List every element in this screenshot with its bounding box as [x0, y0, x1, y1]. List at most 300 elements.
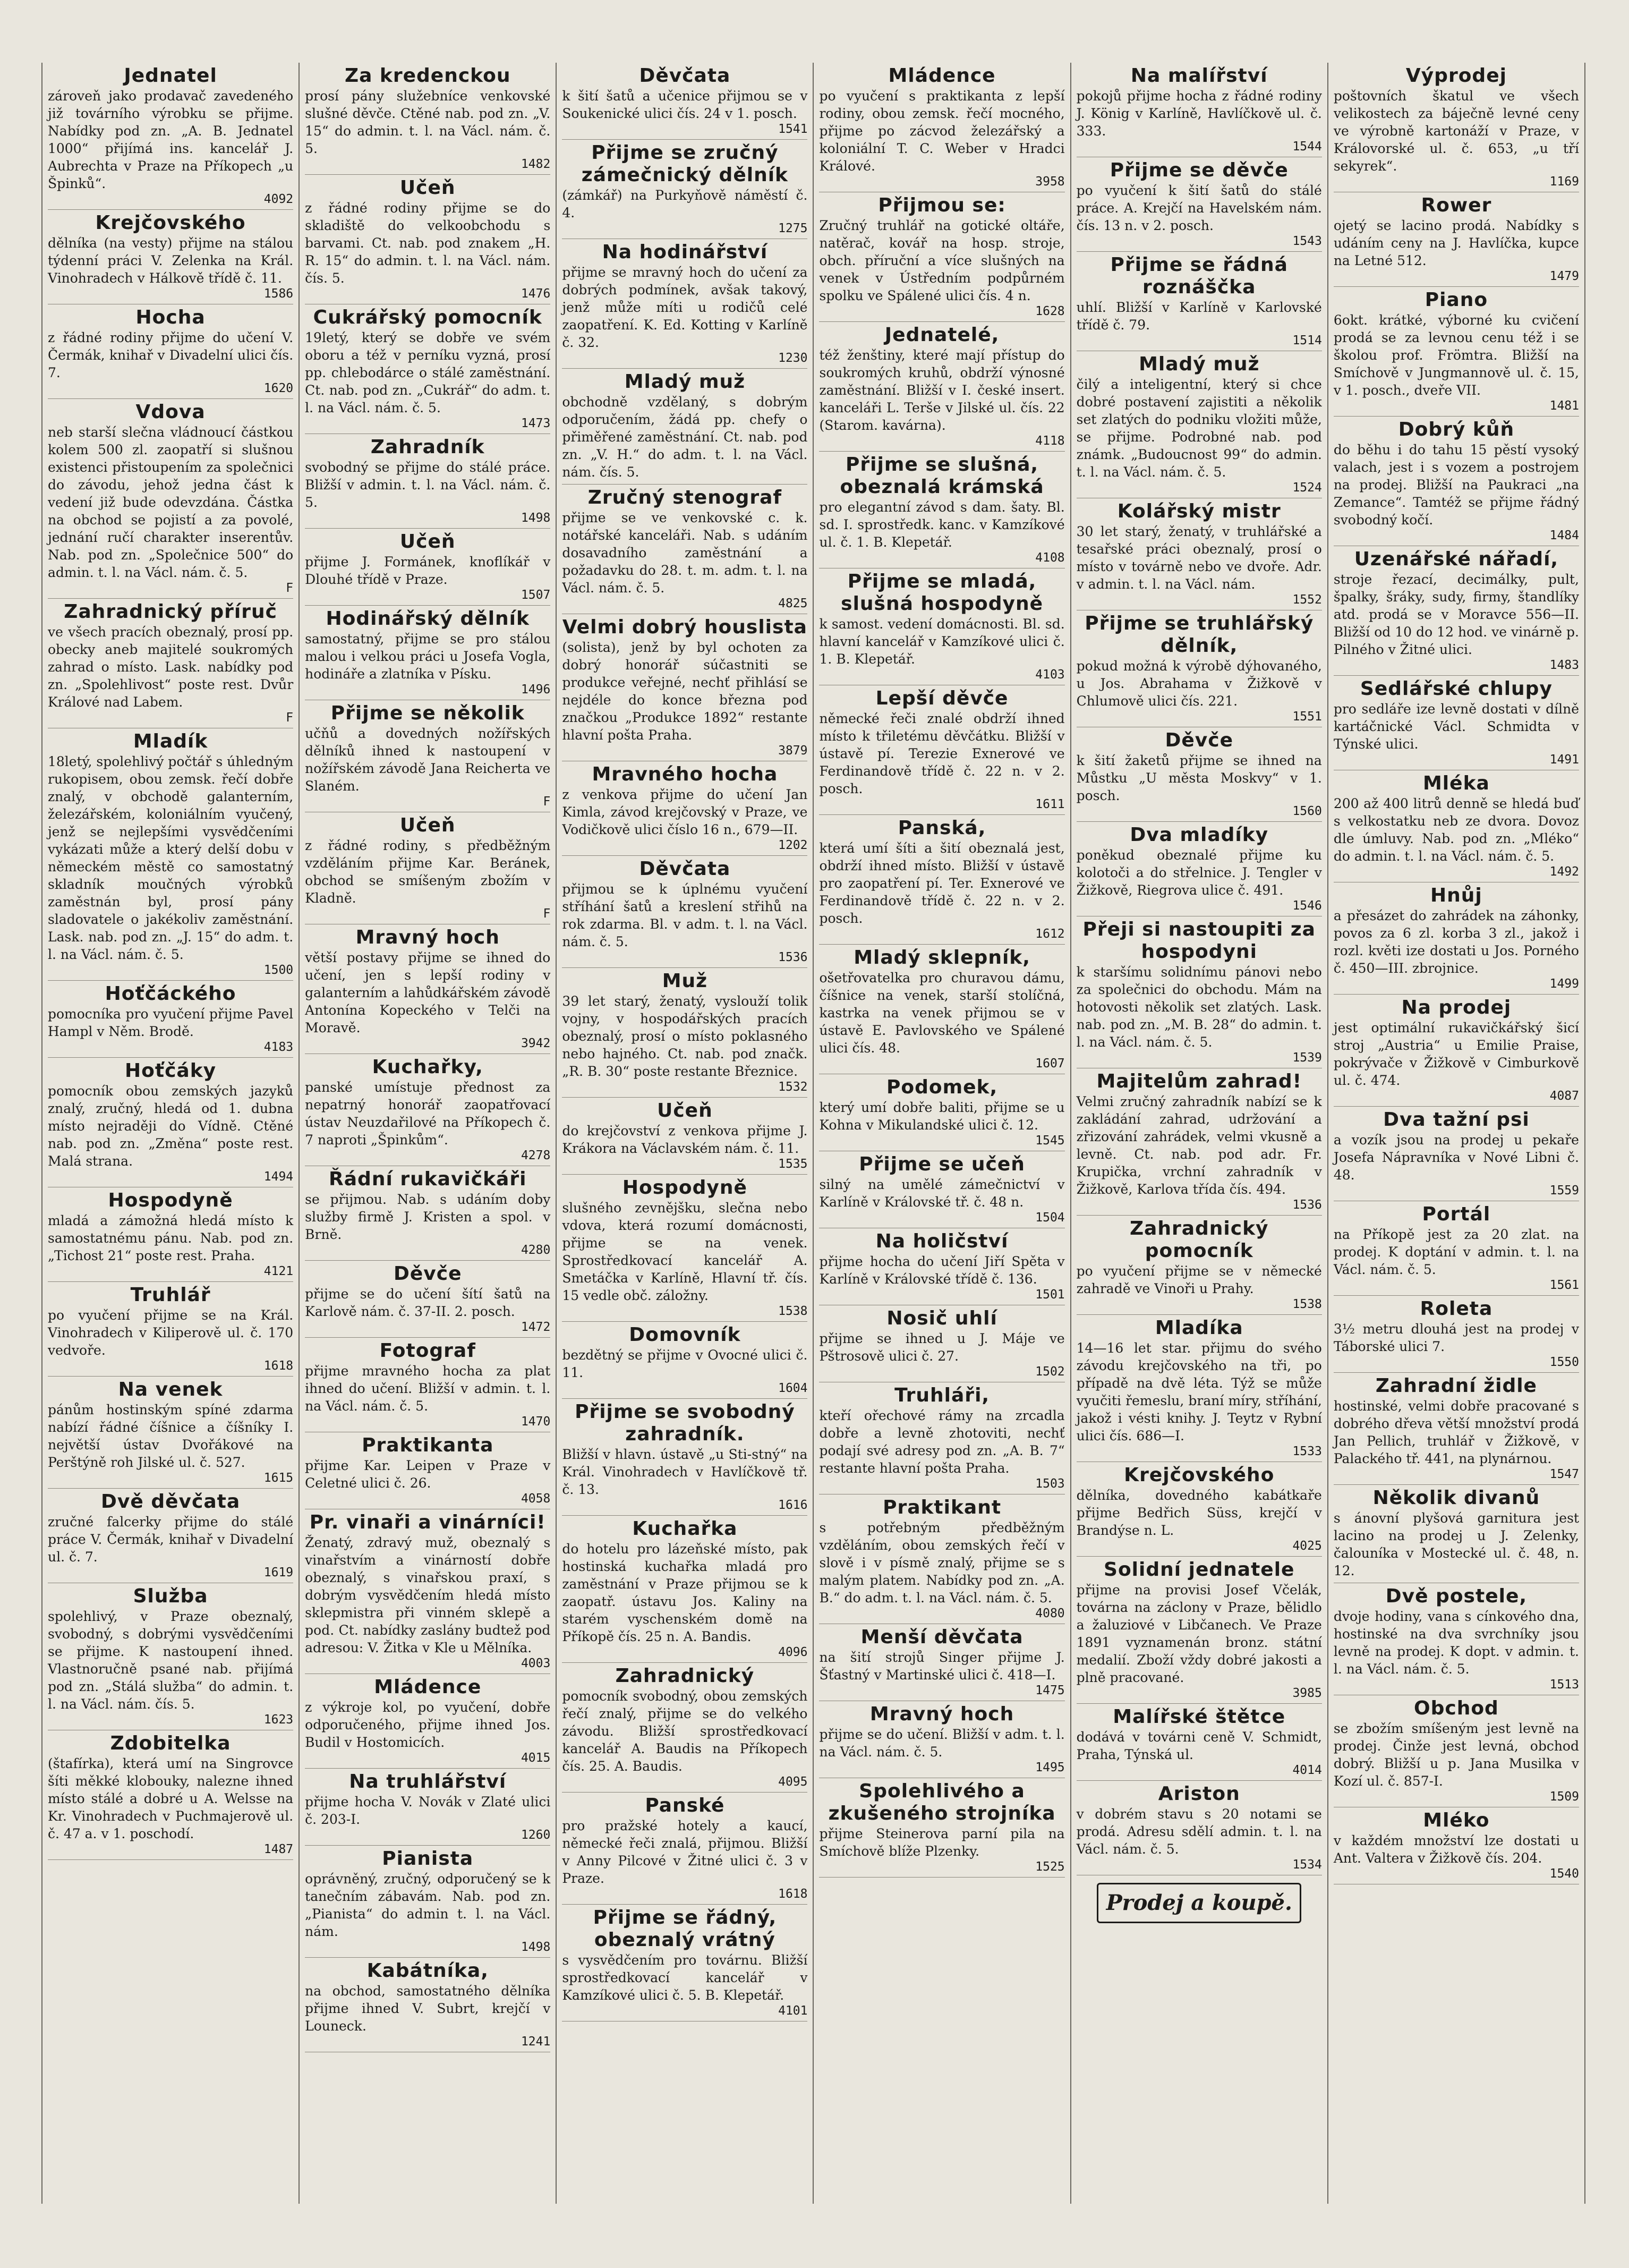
classified-ad: [1334, 1107, 1579, 1201]
ad-number: 1545: [1035, 1134, 1065, 1148]
ad-heading: Zahradnický pomocník: [1129, 1218, 1269, 1262]
ad-number: 1495: [1035, 1761, 1065, 1774]
ad-heading: Přeji si nastoupiti za hospodyni: [1082, 919, 1316, 963]
ad-number: 1538: [778, 1304, 808, 1318]
ad-number: 4092: [263, 192, 294, 206]
ad-text: do hotelu pro lázeňské místo, pak hostinská kuchařka mladá pro zaměstnání v Praze přijmou se k zaopatř. ústavu Jos. Kaliny na starém vyschenském domě na Příkopě čís. 25 n. A. Bandis.: [562, 1541, 808, 1644]
ad-number: 1538: [1292, 1297, 1322, 1311]
ad-heading: Přijme se truhlářský dělník,: [1085, 613, 1314, 657]
ad-heading: Krejčovského: [1124, 1464, 1275, 1486]
classified-ad: [1334, 1807, 1579, 1884]
ad-number: 1534: [1292, 1858, 1322, 1872]
ad-heading: Kuchařky,: [372, 1056, 483, 1078]
classified-ad: [1334, 1201, 1579, 1296]
ad-text: přijme se mravný hoch do učení za dobrých podmínek, avšak takový, jenž může míti u rodičů celé zaopatření. K. Ed. Kotting v Karlíně č. 32.: [562, 265, 808, 350]
ad-heading: Zahradnický příruč: [64, 601, 277, 623]
ad-number: 1561: [1549, 1278, 1579, 1292]
ad-column-2: [300, 63, 557, 2204]
ad-heading: Zahradník: [370, 436, 485, 458]
ad-text: dodává v továrni ceně V. Schmidt, Praha, Týnská ul.: [1076, 1729, 1322, 1762]
ad-number: 1501: [1035, 1288, 1065, 1302]
classified-ad: [562, 1175, 807, 1322]
classified-ad: [819, 1305, 1064, 1382]
classified-ad: [1077, 822, 1322, 916]
classified-ad: [562, 1098, 807, 1175]
ad-number: 1551: [1292, 710, 1322, 724]
ad-heading: Dobrý kůň: [1398, 419, 1515, 440]
ad-number: F: [286, 711, 294, 725]
ad-text: dělníka (na vesty) přijme na stálou týdenní práci V. Zelenka na Král. Vinohradech v Hálkově třídě č. 11.: [48, 235, 294, 286]
classified-ad: [305, 1166, 550, 1261]
classified-ad: [1077, 916, 1322, 1068]
ad-heading: Vdova: [135, 401, 206, 423]
ad-text: k šití šatů a učenice přijmou se v Soukenické ulici čís. 24 v 1. posch.: [562, 88, 808, 121]
ad-heading: Na hodinářství: [602, 241, 768, 263]
ad-heading: Děvče: [393, 1263, 462, 1285]
ad-number: 1514: [1292, 334, 1322, 347]
ad-number: 1504: [1035, 1211, 1065, 1225]
classified-ad: [819, 1228, 1064, 1305]
classified-ad: [305, 1674, 550, 1769]
ad-heading: Jednatelé,: [884, 324, 1000, 346]
ad-heading: Muž: [662, 970, 708, 992]
ad-heading: Malířské štětce: [1113, 1706, 1286, 1728]
ad-number: F: [543, 907, 551, 921]
classified-ad: [48, 981, 293, 1058]
ad-number: 3879: [778, 744, 808, 758]
ad-text: větší postavy přijme se ihned do učení, jen s lepší rodiny v galanterním a lahůdkářském závodě Antonína Kopeckého v Telči na Moravě.: [305, 950, 551, 1035]
ad-text: ojetý se lacino prodá. Nabídky s udáním ceny na J. Havlíčka, kupce na Letné 512.: [1333, 218, 1579, 268]
ad-number: 1543: [1292, 234, 1322, 248]
ad-number: 1503: [1035, 1477, 1065, 1491]
ad-number: 1484: [1549, 529, 1579, 542]
classified-ad: [819, 1624, 1064, 1701]
ad-heading: Mladý muž: [1139, 353, 1260, 375]
ad-heading: Dvě děvčata: [101, 1491, 241, 1513]
classified-ad: [562, 1322, 807, 1399]
ad-heading: Sedlářské chlupy: [1360, 678, 1553, 700]
ad-text: pomocník obou zemských jazyků znalý, zručný, hledá od 1. dubna místo nejraději do Vídně. Ctěné nab. pod zn. „Změna“ poste rest. Malá strana.: [48, 1083, 294, 1169]
classified-ad: [1077, 1704, 1322, 1781]
ad-text: z venkova přijme do učení Jan Kimla, závod krejčovský v Praze, ve Vodičkově ulici číslo 16 n., 679—II.: [562, 787, 808, 837]
ad-text: 19letý, který se dobře ve svém oboru a též v perníku vyzná, prosí pp. chlebodárce o stálé zaměstnání. Ct. nab. pod zn. „Cukrář“ do adm. t. l. na Václ. nám. č. 5.: [305, 330, 551, 415]
ad-number: 1547: [1549, 1467, 1579, 1481]
ad-heading: Truhláři,: [894, 1384, 990, 1406]
ad-heading: Přijme se učeň: [859, 1153, 1025, 1175]
ad-text: hostinské, velmi dobře pracované s dobrého dřeva větší množství prodá Jan Pellich, truhlář v Žižkově, v Palackého tř. 441, na plynárnou.: [1333, 1398, 1579, 1466]
ad-text: k šití žaketů přijme se ihned na Můstku „U města Moskvy“ v 1. posch.: [1076, 753, 1322, 803]
ad-heading: Mladý muž: [624, 371, 746, 393]
ad-heading: Nosič uhlí: [886, 1307, 997, 1329]
ad-number: 1498: [521, 511, 551, 525]
ad-text: po vyučení k šití šatů do stálé práce. A. Krejčí na Havelském nám. čís. 13 n. v 2. posch.: [1076, 183, 1322, 233]
classified-ad: [1077, 157, 1322, 252]
ad-heading: Menší děvčata: [860, 1626, 1024, 1648]
ad-heading: Hoťčáky: [125, 1060, 217, 1082]
classified-ad: [305, 1769, 550, 1846]
ad-number: 1535: [778, 1157, 808, 1171]
ad-text: německé řeči znalé obdrží ihned místo k třiletému děvčátku. Bližší v ústavě pí. Terezie Exnerové ve Ferdinandově třídě č. 22 n. v 2. posch.: [819, 711, 1065, 796]
classified-ad: [305, 1509, 550, 1674]
classified-ad: [1334, 1485, 1579, 1583]
ad-number: 1509: [1549, 1790, 1579, 1804]
ad-number: 1479: [1549, 269, 1579, 283]
classified-ad: [48, 304, 293, 399]
ad-text: silný na umělé zámečnictví v Karlíně v Královské tř. č. 48 n.: [819, 1177, 1065, 1210]
ad-heading: Mládence: [888, 65, 996, 87]
ad-number: 1524: [1292, 481, 1322, 495]
ad-text: 30 let starý, ženatý, v truhlářské a tesařské práci obeznalý, prosí o místo v továrně nebo ve dvoře. Adr. v admin. t. l. na Václ. nám.: [1076, 524, 1322, 592]
ad-column-1: [42, 63, 300, 2204]
ad-heading: Zahradní židle: [1375, 1375, 1537, 1397]
ad-text: přijme hocha V. Novák v Zlaté ulici č. 203-I.: [305, 1794, 551, 1827]
ad-heading: Zahradnický: [615, 1665, 755, 1687]
ad-number: 1623: [263, 1713, 294, 1727]
classified-ad: [1334, 192, 1579, 287]
ad-number: 1533: [1292, 1445, 1322, 1458]
classified-ad: [819, 452, 1064, 568]
classified-ad: [305, 63, 550, 175]
ad-heading: Roleta: [1420, 1298, 1493, 1320]
ad-text: Velmi zručný zahradník nabízí se k zakládání zahrad, udržování a zřizování zahrádek, velmi vkusně a levně. Ct. nab. pod adr. Fr. Krupička, vrchní zahradník v Žižkově, Karlova třída čís. 494.: [1076, 1094, 1322, 1197]
ad-heading: Přijme se děvče: [1110, 159, 1289, 181]
ad-number: 1487: [263, 1842, 294, 1856]
ad-column-3: [557, 63, 814, 2204]
ad-text: dělníka, dovedného kabátkaře přijme Bedřich Süss, krejčí v Brandýse n. L.: [1076, 1488, 1322, 1538]
ad-number: 4101: [778, 2004, 808, 2018]
ad-heading: Pr. vinaři a vinárníci!: [309, 1511, 546, 1533]
classified-ad: [48, 63, 293, 210]
ad-number: 1544: [1292, 140, 1322, 154]
classified-ad: [562, 856, 807, 968]
classified-ad: [48, 399, 293, 599]
ad-number: 1616: [778, 1498, 808, 1512]
ad-number: 1619: [263, 1566, 294, 1579]
ad-text: přijme se do učení šítí šatů na Karlově nám. č. 37-II. 2. posch.: [305, 1286, 551, 1319]
ad-number: 1476: [521, 287, 551, 301]
classified-ad: [48, 1583, 293, 1730]
ad-text: (solista), jenž by byl ochoten za dobrý honorář súčastniti se produkce veřejné, nechť přihlásí se nejdéle do konce března pod značkou „Produkce 1892“ restante hlavní pošta Praha.: [562, 640, 808, 743]
classified-ad: [1334, 995, 1579, 1107]
ad-column-4: [814, 63, 1071, 2204]
classified-ad: [819, 1494, 1064, 1624]
ad-text: zručné falcerky přijme do stálé práce V. Čermák, knihař v Divadelní ul. č. 7.: [48, 1514, 294, 1565]
classified-ad: [1334, 1695, 1579, 1807]
ad-number: 1536: [778, 950, 808, 964]
ad-number: 4280: [521, 1243, 551, 1257]
ad-text: s vysvědčením pro továrnu. Bližší sprostředkovací kancelář v Kamzíkové ulici č. 5. B. Klepetář.: [562, 1952, 808, 2003]
classified-ad: [819, 1151, 1064, 1228]
ad-heading: Jednatel: [124, 65, 217, 87]
ad-text: po vyučení přijme se v německé zahradě ve Vinoři u Prahy.: [1076, 1263, 1322, 1296]
ad-heading: Mravný hoch: [869, 1703, 1014, 1725]
ad-text: přijme J. Formánek, knoflíkář v Dlouhé třídě v Praze.: [305, 554, 551, 587]
ad-number: 3985: [1292, 1686, 1322, 1700]
ad-text: 200 až 400 litrů denně se hledá buď s velkostatku neb ze dvora. Dovoz dle úmluvy. Nab. pod zn. „Mléko“ do admin. t. l. na Václ. nám. č. 5.: [1333, 796, 1579, 864]
classified-ad: [1077, 1781, 1322, 1875]
ad-text: pro elegantní závod s dam. šaty. Bl. sd. I. sprostředk. kanc. v Kamzíkové ul. č. 1. B. Klepetář.: [819, 499, 1065, 550]
ad-text: a vozík jsou na prodej u pekaře Josefa Nápravníka v Nové Libni č. 48.: [1333, 1132, 1579, 1183]
ad-number: 1473: [521, 417, 551, 430]
ad-text: přijme hocha do učení Jiří Spěta v Karlíně v Královské třídě č. 136.: [819, 1254, 1065, 1287]
ad-number: 1500: [263, 963, 294, 977]
ad-heading: Výprodej: [1405, 65, 1507, 87]
classified-ad: [305, 434, 550, 529]
ad-text: jest optimální rukavičkářský šicí stroj „Austria“ u Emilie Praise, pokrývače v Žižkově v Cimburkově ul. č. 474.: [1333, 1020, 1579, 1088]
classified-ad: [562, 485, 807, 614]
ad-number: 1260: [521, 1828, 551, 1842]
ad-number: 1492: [1549, 865, 1579, 879]
ad-heading: Za kredenckou: [344, 65, 511, 87]
ad-text: 18letý, spolehlivý počtář s úhledným rukopisem, obou zemsk. řečí dobře znalý, v obchodě galanterním, železářském, koloniálním vyučený, jenž se nejlepšími vysvědčeními vykázati může a který delší dobu v německém městě co samostatný skladník moučných výrobků zaměstnán byl, prosí pány sladovatele o jakékoliv zaměstnání. Lask. nab. pod zn. „J. 15“ do adm. t. l. na Václ. nám. č. 5.: [48, 754, 294, 962]
ad-heading: Portál: [1422, 1203, 1491, 1225]
ad-number: 1475: [1035, 1684, 1065, 1697]
ad-number: 1496: [521, 683, 551, 696]
classified-ad: [305, 304, 550, 434]
classified-ads-page: [41, 63, 1585, 2204]
ad-text: (zámkář) na Purkyňově náměstí č. 4.: [562, 188, 808, 220]
ad-heading: Mléko: [1423, 1810, 1490, 1831]
ad-heading: Zručný stenograf: [587, 487, 782, 508]
ad-text: do krejčovství z venkova přijme J. Krákora na Václavském nám. č. 11.: [562, 1123, 808, 1156]
ad-number: 1628: [1035, 304, 1065, 318]
ad-heading: Přijme se mladá, slušná hospodyně: [841, 571, 1043, 615]
ad-number: 1607: [1035, 1057, 1065, 1071]
classified-ad: [562, 140, 807, 239]
ad-text: po vyučení přijme se na Král. Vinohradech v Kiliperově ul. č. 170 vedvoře.: [48, 1307, 294, 1358]
ad-text: bezdětný se přijme v Ovocné ulici č. 11.: [562, 1347, 808, 1380]
ad-text: pro sedláře ize levně dostati v dílně kartáčnické Václ. Schmidta v Týnské ulici.: [1333, 701, 1579, 752]
ad-number: 4025: [1292, 1539, 1322, 1553]
ad-heading: Obchod: [1413, 1697, 1499, 1719]
classified-ad: [562, 1663, 807, 1793]
classified-ad: [305, 700, 550, 812]
classified-ad: [562, 1399, 807, 1516]
ad-text: též ženštiny, které mají přístup do soukromých kruhů, obdrží výnosné zaměstnání. Bližší v I. české insert. kanceláři L. Terše v Jilské ul. čís. 22 (Starom. kavárna).: [819, 347, 1065, 433]
ad-text: spolehlivý, v Praze obeznalý, svobodný, s dobrými vysvědčeními se přijme. K nastoupení ihned. Vlastnoručně psané nab. přijímá pod zn. „Stálá služba“ do admin. t. l. na Václ. nám. čís. 5.: [48, 1609, 294, 1712]
ad-number: 1560: [1292, 804, 1322, 818]
classified-ad: [562, 761, 807, 856]
ad-heading: Mladík: [133, 730, 208, 752]
ad-text: z výkroje kol, po vyučení, dobře odporučeného, přijme ihned Jos. Budil v Hostomicích.: [305, 1700, 551, 1750]
ad-text: přijme se ve venkovské c. k. notářské kanceláři. Nab. s udáním dosavadního zaměstnání a požadavku do 28. t. m. adm. t. l. na Václ. nám. č. 5.: [562, 510, 808, 596]
ad-text: se zbožím smíšeným jest levně na prodej. Činže jest levná, obchod dobrý. Bližší u p. Jana Musilka v Kozí ul. č. 857-I.: [1333, 1721, 1579, 1789]
ad-heading: Hocha: [135, 307, 206, 328]
ad-text: která umí šíti a šití obeznalá jest, obdrží ihned místo. Bližší v ústavě pro zaopatření pí. Ter. Exnerové ve Ferdinandově třídě č. 22 n. v 2. posch.: [819, 840, 1065, 926]
classified-ad: [562, 968, 807, 1098]
ad-heading: Ariston: [1158, 1783, 1240, 1805]
ad-number: 1494: [263, 1170, 294, 1184]
ad-number: 1539: [1292, 1051, 1322, 1065]
ad-number: F: [543, 795, 551, 809]
ad-heading: Kuchařka: [632, 1518, 738, 1540]
classified-ad: [1077, 1315, 1322, 1462]
ad-heading: Hospodyně: [622, 1177, 747, 1199]
ad-text: obchodně vzdělaný, s dobrým odporučením, žádá pp. chefy o přiměřené zaměstnání. Ct. nab. pod zn. „V. H.“ do adm. t. l. na Václ. nám. čís. 5.: [562, 394, 808, 480]
ad-text: z řádné rodiny přijme se do skladiště do velkoobchodu s barvami. Ct. nab. pod znakem „H. R. 15“ do admin. t. l. na Václ. nám. čís. 5.: [305, 200, 551, 286]
ad-text: přijme na provisi Josef Včelák, továrna na záclony v Praze, bělidlo a žaluziové v Libčanech. Ve Praze 1891 vyznamenán bronz. státní medalií. Zboží vždy dobré jakosti a plně pracované.: [1076, 1582, 1322, 1685]
classified-ad: [1334, 546, 1579, 676]
ad-heading: Přijme se zručný zámečnický dělník: [581, 142, 788, 186]
ad-heading: Mléka: [1422, 772, 1490, 794]
ad-text: z řádné rodiny přijme do učení V. Čermák, knihař v Divadelní ulici čís. 7.: [48, 330, 294, 380]
ad-heading: Přijme se řádná roznáščka: [1110, 254, 1288, 298]
ad-text: pro pražské hotely a kaucí, německé řeči znalá, přijmou. Bližší v Anny Pilcové v Žitné ulici č. 3 v Praze.: [562, 1818, 808, 1886]
classified-ad: [1077, 727, 1322, 822]
ad-number: 4003: [521, 1657, 551, 1670]
ad-text: přijme se do učení. Bližší v adm. t. l. na Václ. nám. č. 5.: [819, 1727, 1065, 1760]
ad-heading: Cukrářský pomocník: [313, 307, 542, 328]
ad-heading: Dva tažní psi: [1383, 1109, 1530, 1131]
classified-ad: [819, 1382, 1064, 1494]
classified-ad: [305, 924, 550, 1054]
classified-ad: [1334, 770, 1579, 882]
classified-ad: [1077, 1557, 1322, 1704]
ad-heading: Spolehlivého a zkušeného strojníka: [828, 1780, 1056, 1824]
ad-number: 1525: [1035, 1860, 1065, 1874]
ad-number: 1536: [1292, 1198, 1322, 1212]
ad-text: poštovních škatul ve všech velikostech za báječně levné ceny ve výrobně kartonáží v Praze, v Královorské ul. č. 653, „u tří sekyrek“.: [1333, 88, 1579, 174]
classified-ad: [1077, 610, 1322, 727]
ad-number: 1481: [1549, 399, 1579, 413]
ad-number: 1615: [263, 1471, 294, 1485]
ad-heading: Uzenářské nářadí,: [1354, 548, 1559, 570]
ad-number: 4087: [1549, 1089, 1579, 1103]
classified-ad: [48, 1489, 293, 1583]
classified-ad: [819, 192, 1064, 322]
classified-ad: [1077, 252, 1322, 351]
ad-heading: Učeň: [399, 531, 456, 553]
ad-heading: Kabátníka,: [366, 1960, 489, 1982]
classified-ad: [305, 529, 550, 606]
ad-number: 1611: [1035, 797, 1065, 811]
ad-number: 4103: [1035, 668, 1065, 682]
ad-number: 1202: [778, 838, 808, 852]
classified-ad: [1334, 287, 1579, 417]
ad-number: 1502: [1035, 1365, 1065, 1379]
ad-number: 1586: [263, 287, 294, 301]
ad-text: neb starší slečna vládnoucí částkou kolem 500 zl. zaopatří si slušnou existenci přistoupením za společnici do závodu, jehož jedna část k vedení již bude odevzdána. Částka na obchod se pojistí a za povolé, jednání ručí charakter inserentův. Nab. pod zn. „Společnice 500“ do admin. t. l. na Václ. nám. č. 5.: [48, 424, 294, 580]
ad-text: s potřebným předběžným vzděláním, obou zemských řečí v slově i v písmě znalý, přijme se s malým platem. Nabídky pod zn. „A. B.“ do adm. t. l. na Václ. nám. č. 5.: [819, 1520, 1065, 1606]
ad-number: 4825: [778, 597, 808, 610]
ad-text: a přesázet do zahrádek na záhonky, povos za 6 zl. korba 3 zl., jakož i rozl. květi ize dostati u Jos. Porného č. 450—III. zbrojnice.: [1333, 908, 1579, 976]
classified-ad: [1077, 1462, 1322, 1557]
ad-text: ošetřovatelka pro churavou dámu, číšnice na venek, starší stolíčná, kastrka na venek přijmou se v ústavě E. Pavlovského ve Spálené ulici čís. 48.: [819, 970, 1065, 1056]
ad-text: učňů a dovedných nožířských dělníků ihned k nastoupení v nožířském závodě Jana Reicherta ve Slaném.: [305, 726, 551, 794]
ad-text: pokojů přijme hocha z řádné rodiny J. König v Karlíně, Havlíčkově ul. č. 333.: [1076, 88, 1322, 139]
ad-heading: Hodinářský dělník: [326, 608, 530, 630]
ad-heading: Učeň: [399, 814, 456, 836]
ad-text: Zručný truhlář na gotické oltáře, natěrač, kovář na hosp. stroje, obch. příruční a více slušných na venek v Ústředním podpůrném spolku ve Spálené ulici čís. 4 n.: [819, 218, 1065, 303]
ad-text: se přijmou. Nab. s udáním doby služby firmě J. Kristen a spol. v Brně.: [305, 1192, 551, 1242]
ad-text: přijme Kar. Leipen v Praze v Celetné ulici č. 26.: [305, 1458, 551, 1491]
ad-heading: Kolářský mistr: [1117, 500, 1281, 522]
ad-number: 4108: [1035, 551, 1065, 565]
ad-heading: Dva mladíky: [1130, 824, 1269, 846]
classified-ad: [305, 1261, 550, 1338]
ad-number: 1483: [1549, 658, 1579, 672]
classified-ad: [562, 63, 807, 140]
ad-text: dvoje hodiny, vana s cínkového dna, hostinské na dva svrchníky jsou levně na prodej. K dopt. v admin. t. l. na Václ. nám. č. 5.: [1333, 1609, 1579, 1677]
ad-heading: Rower: [1421, 194, 1492, 216]
ad-heading: Děvče: [1165, 729, 1233, 751]
ad-number: 1491: [1549, 753, 1579, 767]
classified-ad: [305, 1338, 550, 1432]
ad-text: přijme Steinerova parní pila na Smíchově blíže Plzenky.: [819, 1826, 1065, 1859]
classified-ad: [1077, 63, 1322, 157]
classified-ad: [48, 599, 293, 728]
ad-number: 4121: [263, 1264, 294, 1278]
classified-ad: [562, 1793, 807, 1905]
ad-number: 1620: [263, 381, 294, 395]
ad-heading: Domovník: [629, 1324, 741, 1346]
ad-number: 4058: [521, 1492, 551, 1506]
ad-number: 1550: [1549, 1355, 1579, 1369]
ad-heading: Mládence: [374, 1676, 482, 1698]
ad-heading: Učeň: [657, 1100, 713, 1122]
classified-ad: [48, 1377, 293, 1489]
ad-text: v dobrém stavu s 20 notami se prodá. Adresu sdělí admin. t. l. na Václ. nám. č. 5.: [1076, 1806, 1322, 1857]
classified-ad: [819, 1778, 1064, 1878]
ad-heading: Děvčata: [639, 858, 731, 880]
ad-number: 1513: [1549, 1678, 1579, 1692]
ad-number: 1552: [1292, 593, 1322, 607]
classified-ad: [1077, 498, 1322, 610]
ad-number: 1541: [778, 122, 808, 136]
ad-heading: Panské: [645, 1795, 725, 1816]
ad-heading: Krejčovského: [95, 212, 246, 234]
classified-ad: [1334, 1373, 1579, 1485]
classified-ad: [305, 606, 550, 700]
ad-number: 4096: [778, 1645, 808, 1659]
ad-text: pomocník svobodný, obou zemských řečí znalý, přijme se do velkého závodu. Bližší sprostředkovací kancelář A. Baudis na Příkopech čís. 25. A. Baudis.: [562, 1688, 808, 1774]
ad-heading: Zdobitelka: [110, 1732, 231, 1754]
ad-heading: Solidní jednatele: [1104, 1559, 1295, 1581]
classified-ad: [1077, 1068, 1322, 1216]
ad-heading: Na truhlářství: [349, 1771, 507, 1793]
ad-number: 1470: [521, 1415, 551, 1429]
ad-number: 1604: [778, 1381, 808, 1395]
ad-heading: Pianista: [382, 1848, 474, 1870]
ad-text: pomocníka pro vyučení přijme Pavel Hampl v Něm. Brodě.: [48, 1006, 294, 1039]
ad-number: 1540: [1549, 1867, 1579, 1881]
ad-number: 1618: [778, 1887, 808, 1901]
ad-heading: Přijmou se:: [878, 194, 1006, 216]
ad-text: po vyučení s praktikanta z lepší rodiny, obou zemsk. řečí mocného, přijme po zácvod železářský a koloniální T. C. Weber v Hradci Králové.: [819, 88, 1065, 174]
ad-number: 4095: [778, 1775, 808, 1789]
ad-number: 1612: [1035, 927, 1065, 941]
classified-ad: [48, 1282, 293, 1377]
ad-text: z řádné rodiny, s předběžným vzděláním přijme Kar. Beránek, obchod se smíšeným zbožím v Kladně.: [305, 838, 551, 906]
ad-number: 1498: [521, 1940, 551, 1954]
ad-heading: Na holičství: [875, 1230, 1009, 1252]
ad-text: kteří ořechové rámy na zrcadla dobře a levně zhotoviti, nechť podají své adresy pod zn. „A. B. 7“ restante hlavní pošta Praha.: [819, 1408, 1065, 1476]
classified-ad: [819, 815, 1064, 945]
classified-ad: [1077, 1216, 1322, 1315]
classified-ad: [305, 1958, 550, 2052]
ad-text: mladá a zámožná hledá místo k samostatnému pánu. Nab. pod zn. „Tichost 21“ poste rest. Praha.: [48, 1213, 294, 1263]
ad-text: Bližší v hlavn. ústavě „u Sti-stný“ na Král. Vinohradech v Havlíčkově tř. č. 13.: [562, 1447, 808, 1497]
classified-ad: [48, 728, 293, 981]
ad-number: 1499: [1549, 977, 1579, 991]
ad-text: slušného zevnějšku, slečna nebo vdova, která rozumí domácnosti, přijme se na venek. Sprostředkovací kancelář A. Smetáčka v Karlíně, Hlavní tř. čís. 15 vedle obč. záložny.: [562, 1200, 808, 1303]
ad-text: stroje řezací, decimálky, pult, špalky, šráky, sudy, firmy, štandlíky atd. prodá se v Moravce 556—II. Bližší od 10 do 12 hod. ve vinárně p. Pilného v Žitné ulici.: [1333, 572, 1579, 657]
classified-ad: [819, 322, 1064, 452]
ad-number: 4014: [1292, 1763, 1322, 1777]
classified-ad: [48, 1058, 293, 1187]
ad-heading: Na venek: [118, 1379, 223, 1400]
ad-text: na šití strojů Singer přijme J. Šťastný v Martinské ulici č. 418—I.: [819, 1650, 1065, 1683]
